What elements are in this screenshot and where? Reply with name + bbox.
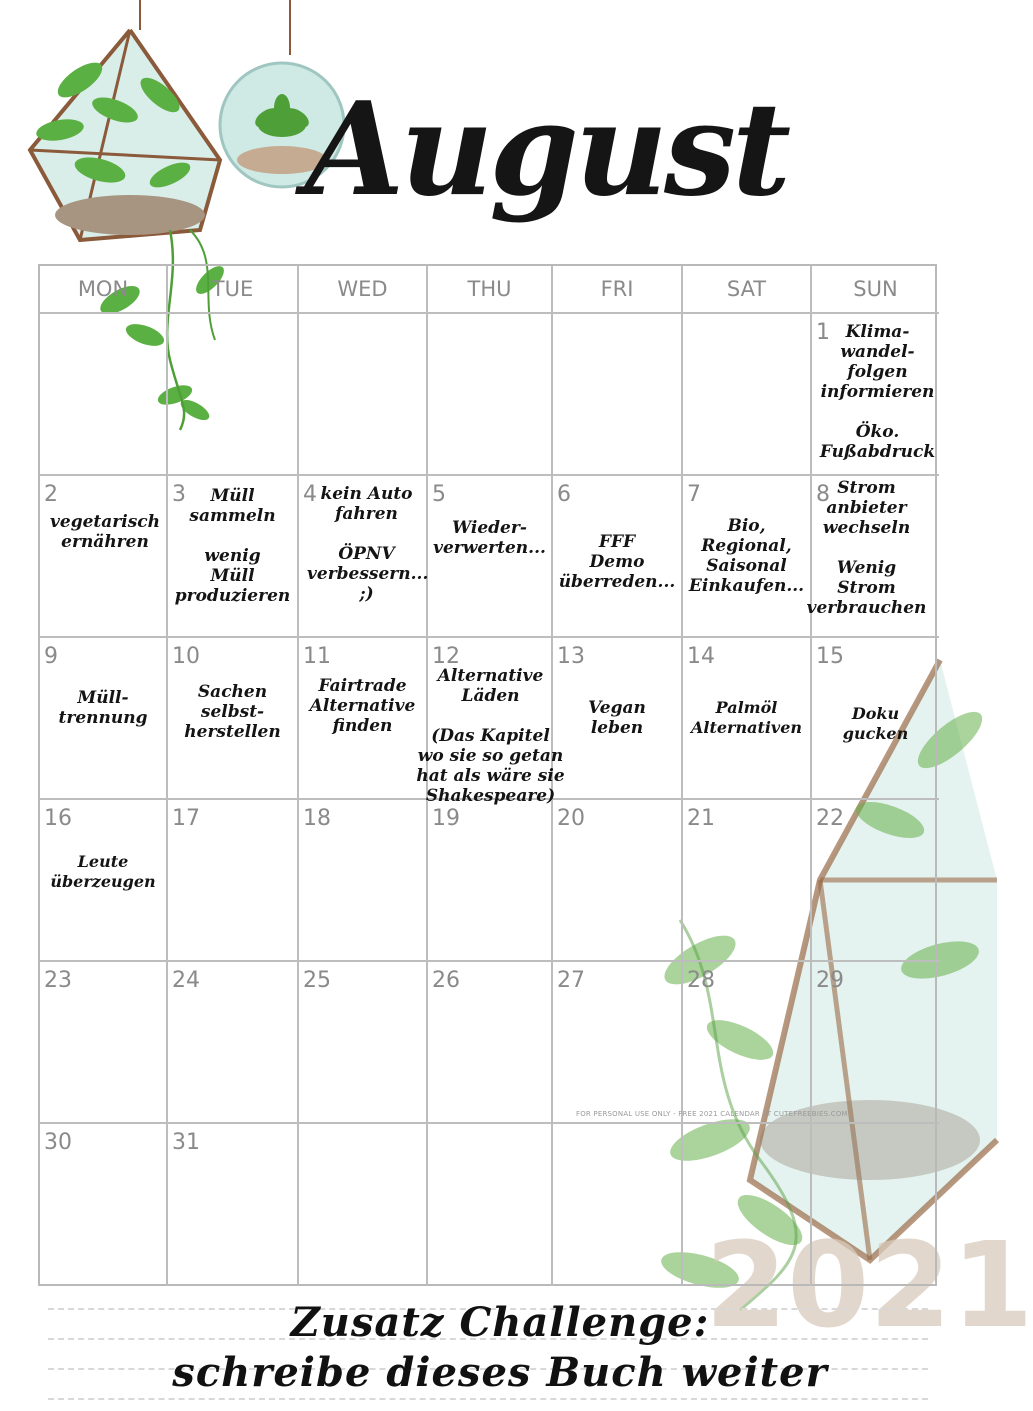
day-number: 10 <box>172 644 200 669</box>
day-number: 11 <box>303 644 331 669</box>
day-cell[interactable] <box>168 476 299 638</box>
personal-use-notice: FOR PERSONAL USE ONLY - FREE 2021 CALENDAR AT CUTEFREEBIES.COM <box>576 1110 848 1118</box>
day-number: 19 <box>432 806 460 831</box>
day-number: 27 <box>557 968 585 993</box>
day-note: Klima- wandel- folgen informieren Öko. Fußabdruck <box>819 322 936 462</box>
weekday-header-mon: MON <box>40 266 168 314</box>
day-note: kein Auto fahren ÖPNV verbessern... ;) <box>307 484 429 604</box>
day-number: 16 <box>44 806 72 831</box>
weekday-header-fri: FRI <box>553 266 683 314</box>
day-cell[interactable] <box>299 314 428 476</box>
day-number: 14 <box>687 644 715 669</box>
day-cell[interactable] <box>553 962 683 1124</box>
day-cell[interactable] <box>812 638 939 800</box>
calendar-grid <box>38 264 937 1286</box>
day-number: 9 <box>44 644 58 669</box>
weekday-header-tue: TUE <box>168 266 299 314</box>
challenge-line-1: Zusatz Challenge: <box>290 1299 710 1346</box>
day-note: Müll sammeln wenig Müll produzieren <box>174 486 291 606</box>
day-cell[interactable] <box>428 800 553 962</box>
day-number: 8 <box>816 482 830 507</box>
day-number: 2 <box>44 482 58 507</box>
day-number: 6 <box>557 482 571 507</box>
day-number: 4 <box>303 482 317 507</box>
day-cell[interactable] <box>806 476 939 638</box>
day-cell[interactable] <box>168 314 299 476</box>
day-cell[interactable] <box>416 638 565 806</box>
day-cell[interactable] <box>299 962 428 1124</box>
day-note: Vegan leben <box>588 698 646 738</box>
challenge-text <box>60 1298 940 1398</box>
day-cell[interactable] <box>168 800 299 962</box>
day-number: 21 <box>687 806 715 831</box>
day-note: Alternative Läden (Das Kapitel wo sie so getan hat als wäre sie Shakespeare) <box>416 666 565 806</box>
day-cell[interactable] <box>40 638 168 800</box>
day-number: 28 <box>687 968 715 993</box>
day-cell[interactable] <box>428 476 553 638</box>
day-cell[interactable] <box>553 476 683 638</box>
weekday-header-thu: THU <box>428 266 553 314</box>
day-cell[interactable] <box>812 962 939 1124</box>
day-note: Sachen selbst- herstellen <box>184 682 281 742</box>
day-cell[interactable] <box>683 1124 812 1286</box>
day-cell[interactable] <box>40 314 168 476</box>
day-cell[interactable] <box>683 638 812 800</box>
day-number: 18 <box>303 806 331 831</box>
day-number: 25 <box>303 968 331 993</box>
day-number: 3 <box>172 482 186 507</box>
day-note: Müll- trennung <box>58 688 148 728</box>
day-number: 17 <box>172 806 200 831</box>
day-note: Leute überzeugen <box>50 852 156 891</box>
day-number: 7 <box>687 482 701 507</box>
day-cell[interactable] <box>683 476 812 638</box>
day-cell[interactable] <box>428 962 553 1124</box>
day-number: 12 <box>432 644 460 669</box>
day-note: FFF Demo überreden... <box>558 532 676 592</box>
day-note: Doku gucken <box>842 704 909 743</box>
day-cell[interactable] <box>428 1124 553 1286</box>
day-cell[interactable] <box>683 800 812 962</box>
day-number: 30 <box>44 1130 72 1155</box>
day-number: 15 <box>816 644 844 669</box>
day-number: 1 <box>816 320 830 345</box>
day-cell[interactable] <box>812 314 939 476</box>
day-cell[interactable] <box>553 800 683 962</box>
day-cell[interactable] <box>168 638 299 800</box>
day-note: Wieder- verwerten... <box>433 518 546 558</box>
dashed-rule <box>48 1398 928 1400</box>
day-cell[interactable] <box>299 476 428 638</box>
day-cell[interactable] <box>40 1124 168 1286</box>
year-watermark: 2021 <box>705 1216 1033 1354</box>
day-number: 23 <box>44 968 72 993</box>
day-cell[interactable] <box>553 1124 683 1286</box>
day-note: Bio, Regional, Saisonal Einkaufen... <box>688 516 805 596</box>
day-number: 29 <box>816 968 844 993</box>
weekday-header-wed: WED <box>299 266 428 314</box>
day-note: Palmöl Alternativen <box>690 698 803 737</box>
challenge-line-2: schreibe dieses Buch weiter <box>172 1349 828 1396</box>
day-number: 22 <box>816 806 844 831</box>
day-cell[interactable] <box>553 638 683 800</box>
weekday-header-sun: SUN <box>812 266 939 314</box>
day-number: 5 <box>432 482 446 507</box>
day-cell[interactable] <box>428 314 553 476</box>
day-note: Strom anbieter wechseln Wenig Strom verbrauchen <box>806 478 927 618</box>
month-title: August <box>305 75 788 225</box>
day-cell[interactable] <box>812 1124 939 1286</box>
day-number: 31 <box>172 1130 200 1155</box>
weekday-header-sat: SAT <box>683 266 812 314</box>
day-cell[interactable] <box>40 800 168 962</box>
day-number: 26 <box>432 968 460 993</box>
day-note: vegetarisch ernähren <box>50 512 160 552</box>
day-number: 24 <box>172 968 200 993</box>
day-number: 20 <box>557 806 585 831</box>
day-cell[interactable] <box>299 800 428 962</box>
day-cell[interactable] <box>553 314 683 476</box>
day-cell[interactable] <box>299 1124 428 1286</box>
day-number: 13 <box>557 644 585 669</box>
day-cell[interactable] <box>683 314 812 476</box>
day-cell[interactable] <box>168 962 299 1124</box>
day-cell[interactable] <box>40 962 168 1124</box>
day-cell[interactable] <box>812 800 939 962</box>
day-cell[interactable] <box>168 1124 299 1286</box>
day-note: Fairtrade Alternative finden <box>309 676 416 736</box>
day-cell[interactable] <box>683 962 812 1124</box>
day-cell[interactable] <box>40 476 168 638</box>
